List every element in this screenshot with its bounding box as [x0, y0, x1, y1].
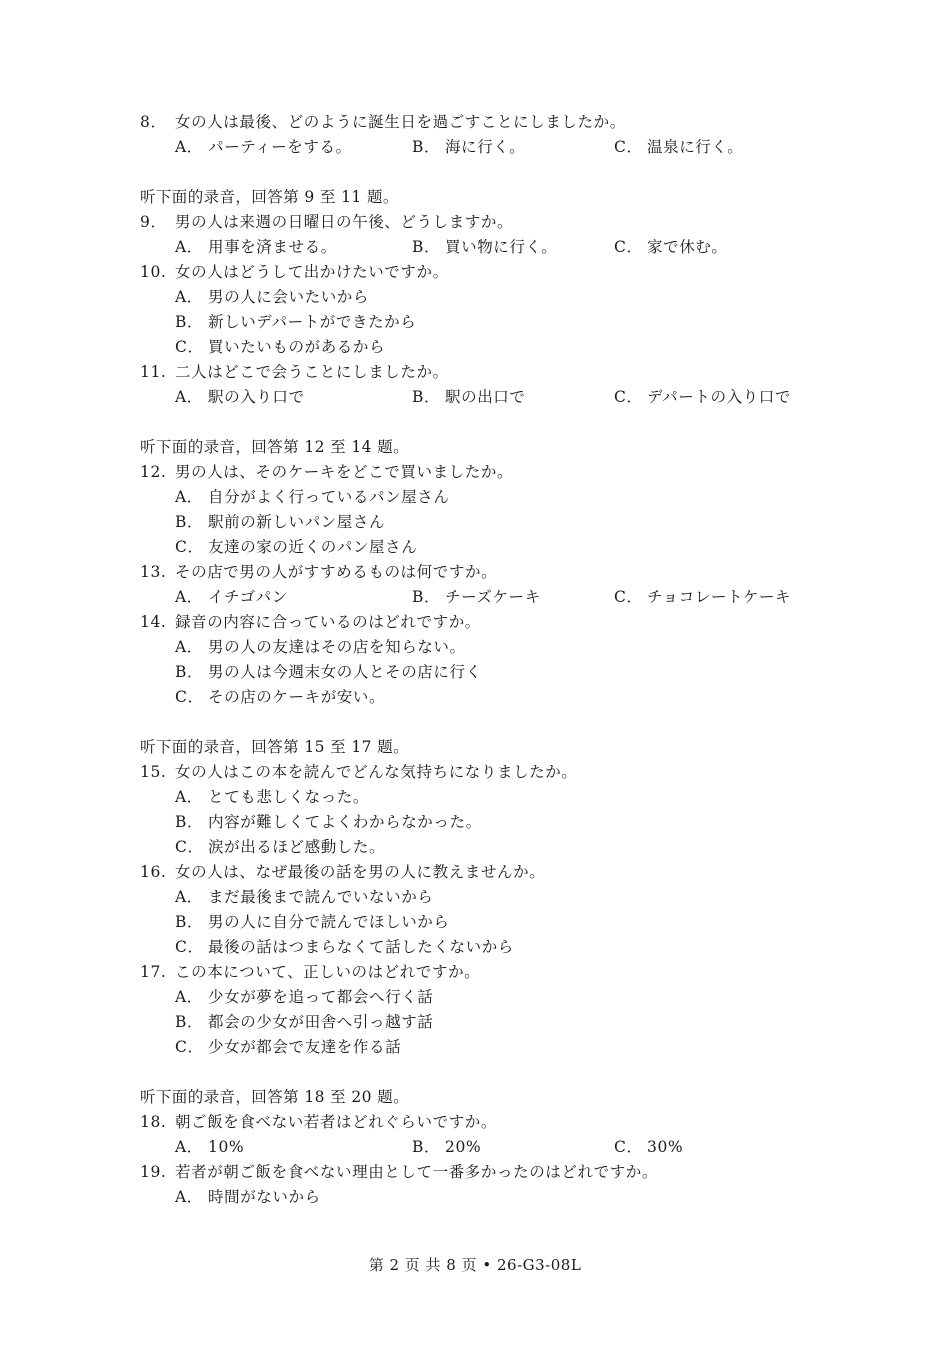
- option-b: B． 新しいデパートができたから: [175, 313, 417, 331]
- question-text: その店で男の人がすすめるものは何ですか。: [175, 563, 498, 581]
- options-row: [0, 587, 950, 607]
- question-12: 12. 男の人は、そのケーキをどこで買いましたか。: [140, 463, 514, 481]
- option-c: C． 少女が都会で友達を作る話: [175, 1038, 402, 1056]
- option-a: A． パーティーをする。: [175, 138, 352, 156]
- question-text: 女の人はどうして出かけたいですか。: [175, 263, 449, 281]
- question-10: 10. 女の人はどうして出かけたいですか。: [140, 263, 449, 281]
- question-14: 14. 録音の内容に合っているのはどれですか。: [140, 613, 481, 631]
- option-b: B． 内容が難しくてよくわからなかった。: [175, 813, 482, 831]
- question-17: 17. この本について、正しいのはどれですか。: [140, 963, 481, 981]
- option-b: B． 駅前の新しいパン屋さん: [175, 513, 386, 531]
- option-c: C． 温泉に行く。: [614, 138, 744, 156]
- question-11: 11. 二人はどこで会うことにしましたか。: [140, 363, 449, 381]
- option-a: A． まだ最後まで読んでいないから: [175, 888, 434, 906]
- section-heading: 听下面的录音，回答第 9 至 11 题。: [140, 188, 399, 206]
- option-a: A． 自分がよく行っているパン屋さん: [175, 488, 450, 506]
- question-9: 9． 男の人は来週の日曜日の午後、どうしますか。: [140, 213, 514, 231]
- options-row: [0, 1137, 950, 1157]
- option-c: C． 家で休む。: [614, 238, 728, 256]
- question-text: 女の人は、なぜ最後の話を男の人に教えませんか。: [175, 863, 546, 881]
- option-b: B． チーズケーキ: [412, 588, 541, 606]
- options-row: [0, 237, 950, 257]
- question-19: 19. 若者が朝ご飯を食べない理由として一番多かったのはどれですか。: [140, 1163, 659, 1181]
- option-c: C． 30%: [614, 1138, 684, 1156]
- question-text: 若者が朝ご飯を食べない理由として一番多かったのはどれですか。: [175, 1163, 659, 1181]
- option-a: A． イチゴパン: [175, 588, 288, 606]
- options-row: [0, 137, 950, 157]
- question-text: 録音の内容に合っているのはどれですか。: [175, 613, 481, 631]
- page-footer: 第 2 页 共 8 页 • 26-G3-08L: [368, 1256, 582, 1274]
- question-text: この本について、正しいのはどれですか。: [175, 963, 481, 981]
- option-c: C． 友達の家の近くのパン屋さん: [175, 538, 418, 556]
- question-text: 朝ご飯を食べない若者はどれぐらいですか。: [175, 1113, 498, 1131]
- question-text: 女の人はこの本を読んでどんな気持ちになりましたか。: [175, 763, 578, 781]
- option-a: A． とても悲しくなった。: [175, 788, 370, 806]
- question-13: 13. その店で男の人がすすめるものは何ですか。: [140, 563, 498, 581]
- option-b: B． 海に行く。: [412, 138, 526, 156]
- question-text: 女の人は最後、どのように誕生日を過ごすことにしましたか。: [175, 113, 626, 131]
- option-c: C． チョコレートケーキ: [614, 588, 792, 606]
- question-16: 16. 女の人は、なぜ最後の話を男の人に教えませんか。: [140, 863, 546, 881]
- option-c: C． その店のケーキが安い。: [175, 688, 386, 706]
- question-text: 二人はどこで会うことにしましたか。: [175, 363, 449, 381]
- section-heading: 听下面的录音，回答第 12 至 14 题。: [140, 438, 410, 456]
- section-heading: 听下面的录音，回答第 18 至 20 题。: [140, 1088, 410, 1106]
- option-c: C． 買いたいものがあるから: [175, 338, 386, 356]
- section-heading: 听下面的录音，回答第 15 至 17 题。: [140, 738, 410, 756]
- option-c: C． 涙が出るほど感動した。: [175, 838, 386, 856]
- option-a: A． 男の人に会いたいから: [175, 288, 370, 306]
- question-18: 18. 朝ご飯を食べない若者はどれぐらいですか。: [140, 1113, 498, 1131]
- option-a: A． 時間がないから: [175, 1188, 321, 1206]
- option-b: B． 男の人に自分で読んでほしいから: [175, 913, 450, 931]
- option-a: A． 男の人の友達はその店を知らない。: [175, 638, 466, 656]
- option-a: A． 用事を済ませる。: [175, 238, 337, 256]
- option-a: A． 10%: [175, 1138, 245, 1156]
- option-b: B． 買い物に行く。: [412, 238, 558, 256]
- question-8: 8． 女の人は最後、どのように誕生日を過ごすことにしましたか。: [140, 113, 626, 131]
- option-b: B． 都会の少女が田舎へ引っ越す話: [175, 1013, 434, 1031]
- option-b: B． 20%: [412, 1138, 482, 1156]
- question-text: 男の人は、そのケーキをどこで買いましたか。: [175, 463, 514, 481]
- option-b: B． 男の人は今週末女の人とその店に行く: [175, 663, 482, 681]
- option-a: A． 駅の入り口で: [175, 388, 305, 406]
- option-b: B． 駅の出口で: [412, 388, 526, 406]
- option-c: C． デパートの入り口で: [614, 388, 791, 406]
- option-c: C． 最後の話はつまらなくて話したくないから: [175, 938, 514, 956]
- options-row: [0, 387, 950, 407]
- option-a: A． 少女が夢を追って都会へ行く話: [175, 988, 434, 1006]
- question-text: 男の人は来週の日曜日の午後、どうしますか。: [175, 213, 514, 231]
- question-15: 15. 女の人はこの本を読んでどんな気持ちになりましたか。: [140, 763, 578, 781]
